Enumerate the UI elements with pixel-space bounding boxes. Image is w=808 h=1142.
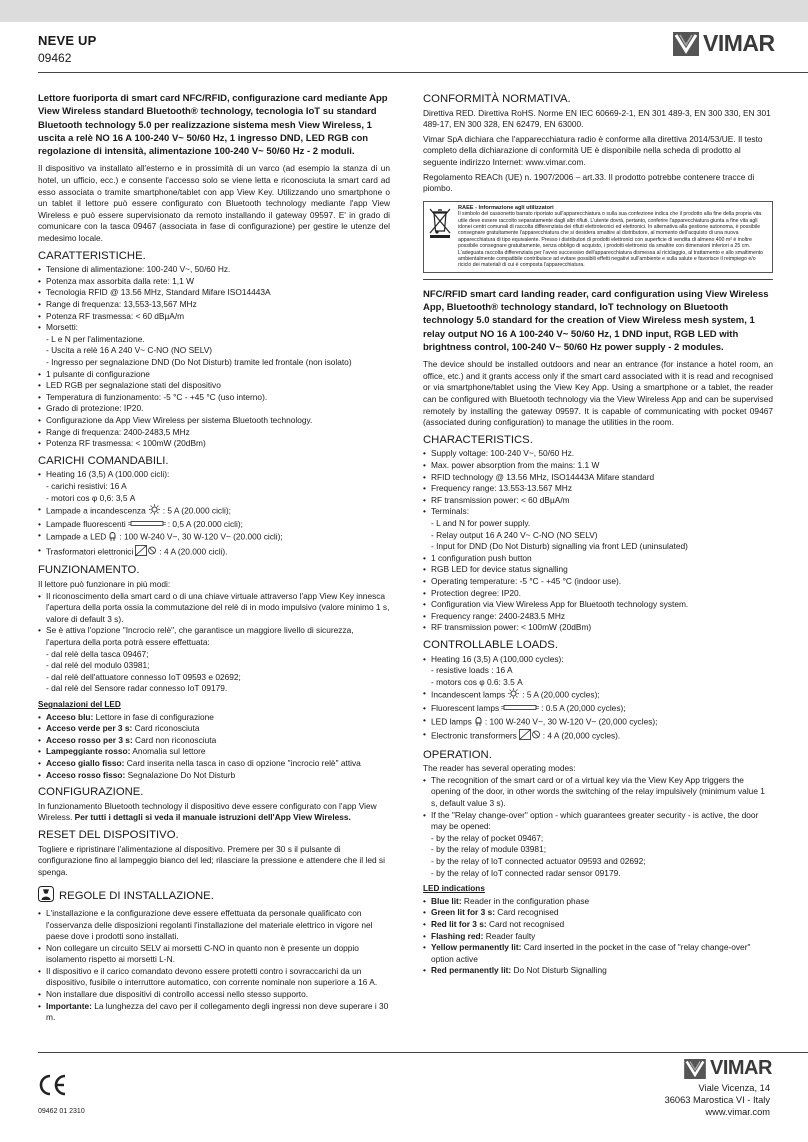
- it-characteristics-heading: CARATTERISTICHE.: [38, 249, 146, 262]
- list-item: - dal relè della tasca 09467;: [46, 648, 149, 659]
- it-characteristics-list: [38, 264, 390, 450]
- led-state-value: Card riconosciuta: [132, 723, 200, 734]
- list-item: [423, 942, 773, 965]
- list-item: • L'installazione e la configurazione deve essere effettuata da personale qualificato con l'osservanza delle disposizioni regolanti l'installazione del materiale elettrico in vigore nel paese dove i prodotti sono installati.: [38, 908, 390, 943]
- product-code: 09462: [38, 51, 72, 65]
- en-characteristics-list: [423, 448, 773, 634]
- document-revision: 09462 01 2310: [38, 1108, 85, 1115]
- list-item: • 1 configuration push button: [423, 553, 773, 565]
- top-grey-band: [0, 0, 808, 22]
- it-install-list: [38, 908, 390, 1001]
- list-item: • RFID technology @ 13.56 MHz, ISO14443A Mifare standard: [423, 472, 773, 484]
- it-led-label: Lampade a LED: [46, 531, 107, 542]
- list-item: • Il dispositivo e il carico comandato devono essere protetti contro i sovraccarichi da un dispositivo, fusibile o interruttore automatico, con corrente nominale non superiore a 16 A.: [38, 966, 390, 989]
- list-item: • Terminals:: [423, 506, 773, 518]
- led-state-key: Acceso blu:: [46, 711, 94, 722]
- en-operation-intro: The reader has several operating modes:: [423, 763, 576, 774]
- led-state-value: Card inserted in the pocket in the case of "relay change-over" option active: [431, 942, 751, 964]
- en-led-heading: LED indications: [423, 884, 485, 894]
- led-state-value: Anomalia sul lettore: [130, 746, 206, 757]
- list-item: [38, 545, 390, 560]
- it-loads-list: [38, 469, 390, 559]
- list-item: [423, 703, 773, 715]
- list-item: • Temperatura di funzionamento: -5 °C - +45 °C (uso interno).: [38, 392, 390, 404]
- list-item: - by the relay of IoT connected actuator 09593 and 02692;: [431, 856, 646, 867]
- list-item: • Potenza RF trasmessa: < 60 dBµA/m: [38, 311, 390, 323]
- list-item: [423, 688, 773, 703]
- list-item: • Se è attiva l'opzione "Incrocio relè", che garantisce un maggiore livello di sicurezza, l'apertura della porta potrà essere effettuata:: [38, 625, 390, 648]
- ce-mark-icon: [38, 1074, 68, 1101]
- list-item: [423, 907, 773, 919]
- list-item: - motors cos φ 0.6: 3.5 A: [431, 676, 523, 687]
- list-item: - resistive loads : 16 A: [431, 665, 513, 676]
- list-item: [38, 723, 390, 735]
- company-address: [665, 1082, 770, 1118]
- brand-wordmark: VIMAR: [703, 30, 775, 56]
- vimar-logo-bottom: [684, 1057, 772, 1080]
- list-item: [423, 931, 773, 943]
- list-item: • Range di frequenza: 13,553-13,567 MHz: [38, 299, 390, 311]
- vimar-mark-icon: [684, 1059, 706, 1079]
- en-operation-list: [423, 775, 773, 879]
- list-item: [38, 735, 390, 747]
- list-item: • Frequency range: 2400-2483.5 MHz: [423, 611, 773, 623]
- it-configuration-text: [38, 801, 390, 824]
- en-incandescent-label: Incandescent lamps: [431, 689, 506, 700]
- website-link[interactable]: www.vimar.com: [705, 1107, 770, 1117]
- header-divider: [38, 72, 808, 73]
- it-intro: Lettore fuoriporta di smart card NFC/RFID, configurazione card mediante App View Wireless standard Bluetooth® technology, tecnologia IoT su standard Bluetooth technology 5.0 per realizzazione sistema mesh View Wireless, 1 uscita a relè NO 16 A 100-240 V~ 50/60 Hz, 1 ingresso DND, LED RGB con regolazione di intensità, alimentazione 100-240 V~ 50/60 Hz - 2 moduli.: [38, 93, 388, 158]
- list-item: • Tensione di alimentazione: 100-240 V~, 50/60 Hz.: [38, 264, 390, 276]
- it-fluorescent-label: Lampade fluorescenti: [46, 518, 126, 529]
- electronic-transformer-icon: [135, 545, 157, 560]
- led-state-value: Card inserita nella tasca in caso di opzione "incrocio relè" attiva: [124, 757, 361, 768]
- en-intro: NFC/RFID smart card landing reader, card configuration using View Wireless App, Bluetooth® technology standard, IoT technology on Bluetooth technology 5.0 standard for the creation of View Wireless mesh system, 1 relay output NO 16 A 100-240 V~ 50/60 Hz, 1 DND input, RGB LED with brightness control, 100-240 V~ 50/60 Hz power supply - 2 modules.: [423, 288, 769, 353]
- it-led-heading: Segnalazioni del LED: [38, 700, 121, 710]
- en-fluorescent-label: Fluorescent lamps: [431, 702, 500, 713]
- it-led-value: : 100 W-240 V~, 30 W-120 V~ (20.000 cicli);: [119, 531, 283, 542]
- brand-wordmark: VIMAR: [710, 1057, 772, 1079]
- vimar-mark-icon: [673, 32, 699, 56]
- it-incandescent-label: Lampade a incandescenza: [46, 505, 146, 516]
- led-state-value: Do Not Disturb Signalling: [511, 965, 607, 976]
- led-state-value: Card non riconosciuta: [132, 734, 217, 745]
- list-item: • Configuration via View Wireless App for Bluetooth technology system.: [423, 599, 773, 611]
- list-item: • Heating 16 (3,5) A (100,000 cycles):: [423, 654, 773, 666]
- list-item: [38, 712, 390, 724]
- list-item: • Frequency range: 13.553-13.567 MHz: [423, 483, 773, 495]
- led-state-key: Red lit for 3 s:: [431, 919, 487, 930]
- it-led-list: [38, 712, 390, 782]
- list-item: [38, 758, 390, 770]
- it-reset-heading: RESET DEL DISPOSITIVO.: [38, 828, 179, 841]
- list-item: [423, 729, 773, 744]
- list-item: - L e N per l'alimentazione.: [46, 333, 145, 344]
- it-install-important: [38, 1001, 390, 1024]
- it-operation-list: [38, 591, 390, 695]
- list-item: [38, 746, 390, 758]
- led-state-key: Flashing red:: [431, 930, 484, 941]
- list-item: • Potenza RF trasmessa: < 100mW (20dBm): [38, 438, 390, 450]
- it-operation-intro: Il lettore può funzionare in più modi:: [38, 579, 171, 590]
- list-item: - carichi resistivi: 16 A: [46, 480, 127, 491]
- list-item: • Operating temperature: -5 °C - +45 °C (indoor use).: [423, 576, 773, 588]
- list-item: • Morsetti:: [38, 322, 390, 334]
- list-item: • Protection degree: IP20.: [423, 588, 773, 600]
- list-item: • Max. power absorption from the mains: 1.1 W: [423, 460, 773, 472]
- list-item: • Non collegare un circuito SELV ai morsetti C-NO in quanto non è presente un doppio isolamento rispetto ai morsetti L-N.: [38, 943, 390, 966]
- led-state-value: Reader faulty: [483, 930, 536, 941]
- it-transformer-value: : 4 A (20.000 cicli).: [159, 546, 228, 557]
- english-column: [423, 92, 773, 977]
- list-item: - dal relè del modulo 03981;: [46, 660, 150, 671]
- led-state-key: Blue lit:: [431, 895, 462, 906]
- led-state-key: Acceso rosso per 3 s:: [46, 734, 133, 745]
- list-item: - by the relay of pocket 09467;: [431, 832, 544, 843]
- list-item: • Range di frequenza: 2400-2483,5 MHz: [38, 427, 390, 439]
- en-loads-heading: CONTROLLABLE LOADS.: [423, 638, 558, 651]
- list-item: [38, 519, 390, 531]
- list-item: [423, 896, 773, 908]
- list-item: • Non installare due dispositivi di controllo accessi nello stesso supporto.: [38, 989, 390, 1001]
- it-install-heading: [38, 886, 390, 906]
- list-item: • Supply voltage: 100-240 V~, 50/60 Hz.: [423, 448, 773, 460]
- list-item: [38, 504, 390, 519]
- italian-column: [38, 92, 390, 1024]
- it-reset-text: Togliere e ripristinare l'alimentazione al dispositivo. Premere per 30 s il pulsante di configurazione fino al lampeggio bianco del led; rilasciare la pressione e attendere che il led si spenga.: [38, 843, 385, 877]
- en-led-list: [423, 896, 773, 977]
- list-item: [423, 715, 773, 730]
- list-item: • LED RGB per segnalazione stati del dispositivo: [38, 380, 390, 392]
- list-item: [423, 965, 773, 977]
- led-state-key: Acceso rosso fisso:: [46, 769, 126, 780]
- fluorescent-lamp-icon: [128, 519, 166, 531]
- section-divider: [423, 279, 773, 280]
- list-item: - Ingresso per segnalazione DND (Do Not Disturb) tramite led frontale (non isolato): [46, 356, 352, 367]
- list-item: [38, 770, 390, 782]
- led-state-value: Segnalazione Do Not Disturb: [125, 769, 236, 780]
- led-state-value: Reader in the configuration phase: [461, 895, 590, 906]
- list-item: • Tecnologia RFID @ 13.56 MHz, Standard Mifare ISO14443A: [38, 287, 390, 299]
- list-item: • Configurazione da App View Wireless per sistema Bluetooth technology.: [38, 415, 390, 427]
- it-description: Il dispositivo va installato all'esterno e in prossimità di un varco (ad esempio la stanza di un hotel, un ufficio, ecc.) e consente l'accesso solo se viene letta e riconosciuta la smart card ad esso associata o tramite smartphone/tablet con app View Key. Utilizzando uno smartphone o un tablet il lettore può essere configurato con Bluetooth technology mediante l'app View Wireless e può essere supervisionato da remoto installando il gateway 09597. E' in grado di comunicare con la tasca 09467 (associata in fase di configurazione) per gestire le utenze del medesimo locale.: [38, 163, 390, 244]
- raee-box: [423, 201, 773, 273]
- it-install-title: REGOLE DI INSTALLAZIONE.: [59, 890, 214, 903]
- list-item: • 1 pulsante di configurazione: [38, 369, 390, 381]
- list-item: • RF transmission power: < 60 dBµA/m: [423, 495, 773, 507]
- footer-divider: [38, 1052, 808, 1053]
- it-loads-heading: CARICHI COMANDABILI.: [38, 454, 169, 467]
- list-item: - Uscita a relè 16 A 240 V~ C-NO (NO SELV): [46, 345, 213, 356]
- list-item: - by the relay of IoT connected radar sensor 09179.: [431, 867, 621, 878]
- led-state-value: Lettore in fase di configurazione: [93, 711, 214, 722]
- reach-text: Regolamento REACh (UE) n. 1907/2006 – art.33. Il prodotto potrebbe contenere tracce di piombo.: [423, 171, 755, 194]
- raee-text: Il simbolo del cassonetto barrato riportato sull'apparecchiatura o sulla sua confezione indica che il prodotto alla fine della propria vita utile deve essere raccolto separatamente dagli altri rifiuti. L'utente dovrà, pertanto, conferire l'apparecchiatura giunta a fine vita agli idonei centri comunali di raccolta differenziata dei rifiuti elettrotecnici ed elettronici. In alternativa alla gestione autonoma, è possibile consegnare gratuitamente l'apparecchiatura che si desidera smaltire al distributore, al momento dell'acquisto di una nuova apparecchiatura di tipo equivalente. Presso i distributori di prodotti elettronici con superficie di vendita di almeno 400 m² è inoltre possibile consegnare gratuitamente, senza obbligo di acquisto, i prodotti elettronici da smaltire con dimensioni inferiori a 25 cm. L'adeguata raccolta differenziata per l'avvio successivo dell'apparecchiatura dismessa al riciclaggio, al trattamento e allo smaltimento ambientalmente compatibile contribuisce ad evitare possibili effetti negativi sull'ambiente e sulla salute e favorisce il reimpiego e/o riciclo dei materiali di cui è composta l'apparecchiatura.: [458, 211, 764, 269]
- incandescent-lamp-icon: [507, 688, 520, 703]
- product-series-title: NEVE UP: [38, 33, 97, 48]
- list-item: • Potenza max assorbita dalla rete: 1,1 W: [38, 276, 390, 288]
- en-description: The device should be installed outdoors and near an entrance (for instance a hotel room, an office, etc.) and it grants access only if the smart card associated with it is read and recognised or via smartphone/tablet using the View Key App. Using a smartphone or a tablet, the reader can be configured with Bluetooth technology via the View Wireless App and can be supervised remotely by installing the gateway 09597. It is capable of communicating with pocket 09467 (associated during configuration) to manage the utilities in the room.: [423, 359, 773, 428]
- it-important-value: La lunghezza del cavo per il collegamento degli ingressi non deve superare i 30 m.: [46, 1000, 389, 1023]
- address-line-city: 36063 Marostica VI - Italy: [664, 1095, 770, 1105]
- en-incandescent-value: : 5 A (20,000 cycles);: [522, 689, 600, 700]
- list-item: • Heating 16 (3,5) A (100.000 cicli):: [38, 469, 390, 481]
- list-item: • If the "Relay change-over" option - which guarantees greater security - is active, the door may be opened:: [423, 810, 773, 833]
- led-state-key: Yellow permanently lit:: [431, 942, 522, 953]
- en-fluorescent-value: : 0.5 A (20,000 cycles);: [541, 702, 626, 713]
- list-item: - Input for DND (Do Not Disturb) signalling via front LED (uninsulated): [431, 541, 688, 552]
- list-item: - motori cos φ 0,6: 3,5 A: [46, 492, 136, 503]
- led-lamp-icon: [108, 530, 117, 545]
- list-item: • The recognition of the smart card or of a virtual key via the View Key App triggers the opening of the door, in other words the switching of the relay impulsively (minimum value 1 s, default value 3 s).: [423, 775, 773, 810]
- led-state-value: Card not recognised: [486, 919, 565, 930]
- conformity-text: Direttiva RED. Direttiva RoHS. Norme EN IEC 60669-2-1, EN 301 489-3, EN 300 330, EN 301 489-17, EN 300 328, EN 62479, EN 63000.: [423, 107, 771, 130]
- list-item: • Grado di protezione: IP20.: [38, 403, 390, 415]
- en-transformer-value: : 4 A (20,000 cycles).: [542, 730, 621, 741]
- it-important-key: Importante:: [46, 1000, 92, 1011]
- list-item: [38, 530, 390, 545]
- it-fluorescent-value: : 0,5 A (20.000 cicli);: [167, 518, 243, 529]
- raee-title: RAEE - Informazione agli utilizzatori: [458, 204, 554, 211]
- conformity-text-2: Vimar SpA dichiara che l'apparecchiatura radio è conforme alla direttiva 2014/53/UE. Il testo completo della dichiarazione di conformità UE è disponibile nella scheda di prodotto al seguente indirizzo Internet: www.vimar.com.: [423, 133, 763, 167]
- it-incandescent-value: : 5 A (20.000 cicli);: [162, 505, 231, 516]
- list-item: - Relay output 16 A 240 V~ C-NO (NO SELV): [431, 529, 598, 540]
- en-operation-heading: OPERATION.: [423, 748, 492, 761]
- list-item: - dal relè dell'attuatore connesso IoT 09593 e 02692;: [46, 671, 241, 682]
- vimar-logo-top: [673, 30, 775, 57]
- it-transformer-label: Trasformatori elettronici: [46, 546, 134, 557]
- qualified-installer-icon: [38, 886, 54, 906]
- conformity-heading: CONFORMITÀ NORMATIVA.: [423, 93, 571, 105]
- it-configuration-bold: Per tutti i dettagli si veda il manuale istruzioni dell'App View Wireless.: [72, 812, 351, 823]
- led-state-key: Acceso verde per 3 s:: [46, 723, 133, 734]
- led-lamp-icon: [474, 715, 483, 730]
- en-led-value: : 100 W-240 V~, 30 W-120 V~ (20,000 cycles);: [484, 716, 658, 727]
- incandescent-lamp-icon: [148, 504, 161, 519]
- led-state-key: Green lit for 3 s:: [431, 907, 495, 918]
- it-configuration-heading: CONFIGURAZIONE.: [38, 786, 144, 799]
- en-transformer-label: Electronic transformers: [431, 730, 517, 741]
- it-operation-heading: FUNZIONAMENTO.: [38, 564, 140, 577]
- list-item: - by the relay of module 03981;: [431, 844, 547, 855]
- list-item: • RGB LED for device status signalling: [423, 564, 773, 576]
- led-state-key: Red permanently lit:: [431, 965, 512, 976]
- list-item: - L and N for power supply.: [431, 518, 531, 529]
- list-item: • RF transmission power: < 100mW (20dBm): [423, 622, 773, 634]
- en-loads-list: [423, 654, 773, 744]
- led-state-value: Card recognised: [494, 907, 559, 918]
- list-item: • Il riconoscimento della smart card o di una chiave virtuale attraverso l'app View Key innesca l'apertura della porta ossia la commutazione del relè di in modo impulsivo (valore minimo 1 s, valore di default 3 s).: [38, 591, 390, 626]
- led-state-key: Lampeggiante rosso:: [46, 746, 131, 757]
- en-characteristics-heading: CHARACTERISTICS.: [423, 433, 533, 446]
- address-line-street: Viale Vicenza, 14: [698, 1083, 770, 1093]
- list-item: [423, 919, 773, 931]
- led-state-key: Acceso giallo fisso:: [46, 757, 125, 768]
- crossed-bin-icon: [428, 205, 452, 269]
- list-item: - dal relè del Sensore radar connesso IoT 09179.: [46, 683, 228, 694]
- electronic-transformer-icon: [519, 729, 541, 744]
- en-led-label: LED lamps: [431, 716, 472, 727]
- list-item: [38, 1001, 390, 1024]
- fluorescent-lamp-icon: [501, 703, 539, 715]
- it-configuration-text-part: In funzionamento Bluetooth technology il dispositivo deve essere configurato con l'app View Wireless.: [38, 800, 377, 823]
